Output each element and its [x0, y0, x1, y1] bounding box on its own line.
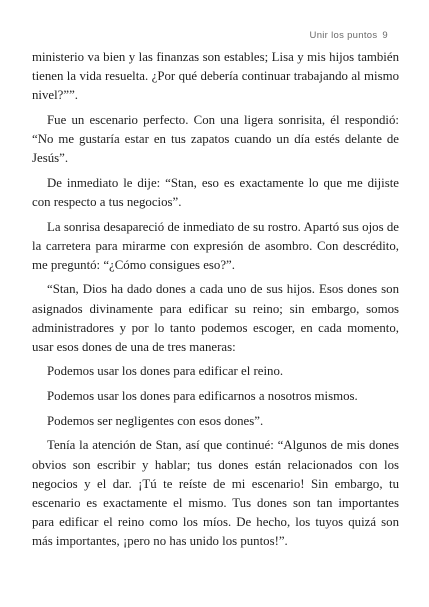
paragraph: Tenía la atención de Stan, así que continué: “Algunos de mis dones obvios son escribir y hablar; tus dones están relacionados con los negocios y el dar. ¡Tú te reíste de mi escenario! Sin embargo, tu escenario es exactamente el mismo. Tus dones son tan importantes para edificar el reino como los míos. De hecho, los tuyos quizá son más importantes, ¡pero no has unido los puntos!”. [32, 438, 399, 548]
body-text [32, 48, 399, 557]
paragraph: De inmediato le dije: “Stan, eso es exactamente lo que me dijiste con respecto a tus negocios”. [32, 175, 399, 209]
list-item: Podemos usar los dones para edificarnos a nosotros mismos. [47, 389, 358, 404]
list-item: Podemos usar los dones para edificar el reino. [47, 364, 284, 379]
paragraph: “Stan, Dios ha dado dones a cada uno de sus hijos. Esos dones son asignados divinamente para edificar su reino; sin embargo, somos administradores y por lo tanto podemos escoger, en cada momento, usar esos dones de una de tres maneras: [32, 282, 399, 354]
paragraph: La sonrisa desapareció de inmediato de su rostro. Apartó sus ojos de la carretera para mirarme con expresión de asombro. Con descrédito, me preguntó: “¿Cómo consigues eso?”. [32, 219, 399, 272]
list-item: Podemos ser negligentes con esos dones”. [47, 413, 264, 428]
paragraph: ministerio va bien y las finanzas son estables; Lisa y mis hijos también tienen la vida resuelta. ¿Por qué debería continuar trabajando al mismo nivel?””. [32, 50, 399, 103]
paragraph: Fue un escenario perfecto. Con una ligera sonrisita, él respondió: “No me gustaría estar en tus zapatos cuando un día estés delante de Jesús”. [32, 112, 399, 166]
page-number: 9 [382, 30, 388, 41]
running-title: Unir los puntos [309, 30, 378, 41]
running-head [310, 30, 388, 41]
